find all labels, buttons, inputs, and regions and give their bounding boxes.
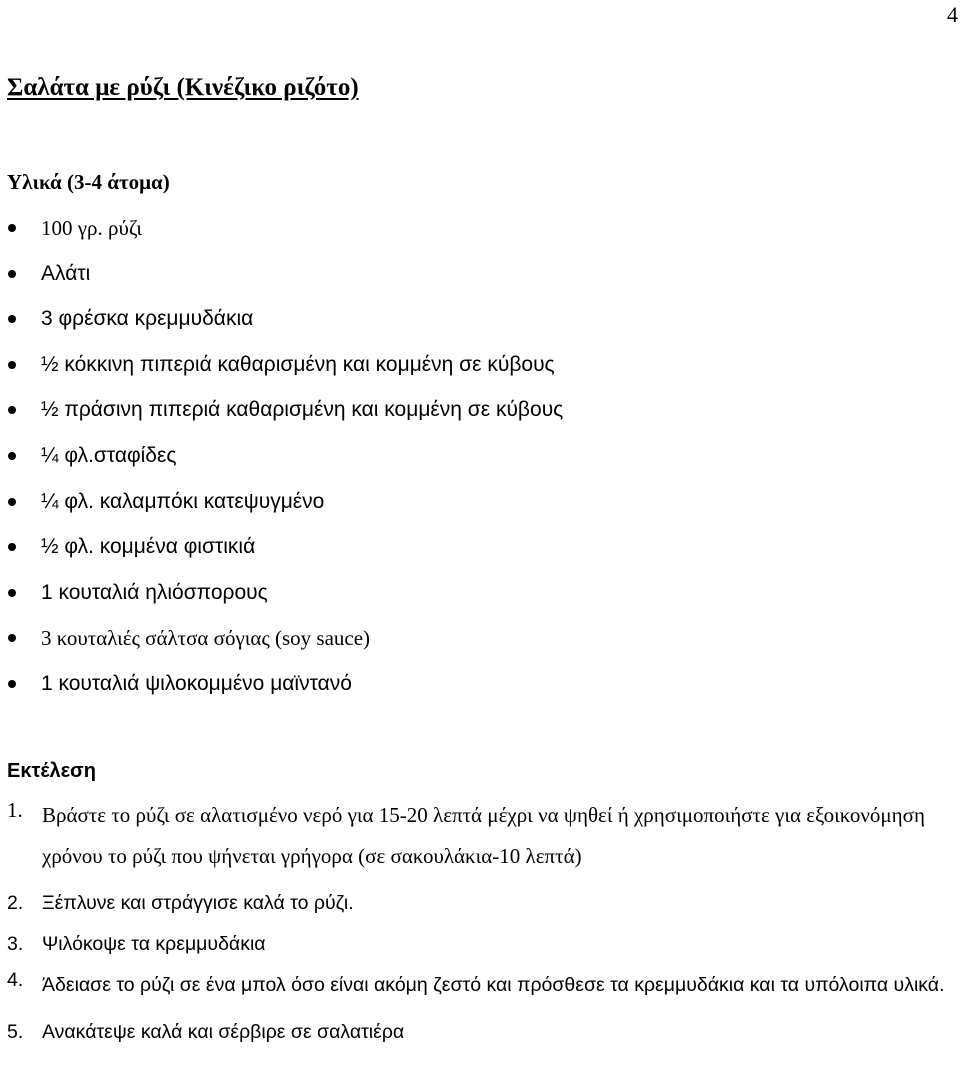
list-item [0, 623, 960, 669]
bullet-icon [8, 406, 16, 414]
ingredient-text: ½ κόκκινη πιπεριά καθαρισμένη και κομμένη σε κύβους [41, 352, 555, 376]
list-item [0, 259, 960, 305]
list-item [0, 1017, 960, 1047]
step-number: 5. [7, 1021, 24, 1043]
list-item [0, 888, 960, 918]
bullet-icon [8, 224, 16, 232]
ingredient-text: 1 κουταλιά ψιλοκομμένο μαϊντανό [41, 671, 352, 695]
list-item [0, 532, 960, 578]
bullet-icon [8, 270, 16, 278]
list-item [0, 395, 960, 441]
ingredient-list [0, 213, 960, 715]
bullet-icon [8, 315, 16, 323]
list-item [0, 965, 960, 1006]
list-item [0, 213, 960, 259]
list-item [0, 304, 960, 350]
step-text: Ξέπλυνε και στράγγισε καλά το ρύζι. [42, 892, 354, 914]
step-number: 3. [7, 933, 24, 955]
bullet-icon [8, 634, 16, 642]
ingredient-text: Αλάτι [41, 261, 91, 285]
step-number: 4. [7, 969, 24, 991]
ingredient-text: 100 γρ. ρύζι [41, 216, 142, 240]
method-steps [0, 800, 960, 1058]
list-item [0, 929, 960, 959]
ingredient-text: ¼ φλ. καλαμπόκι κατεψυγμένο [41, 489, 325, 513]
list-item [0, 487, 960, 533]
list-item [0, 578, 960, 624]
list-item [0, 441, 960, 487]
ingredient-text: 3 κουταλιές σάλτσα σόγιας (soy sauce) [41, 626, 371, 651]
bullet-icon [8, 589, 16, 597]
step-text: Ψιλόκοψε τα κρεμμυδάκια [42, 933, 266, 955]
ingredient-text: 1 κουταλιά ηλιόσπορους [41, 580, 268, 604]
step-text: Ανακάτεψε καλά και σέρβιρε σε σαλατιέρα [42, 1021, 405, 1043]
list-item [0, 669, 960, 715]
bullet-icon [8, 680, 16, 688]
recipe-title: Σαλάτα με ρύζι (Κινέζικο ριζότο) [7, 74, 359, 101]
ingredient-text: ½ πράσινη πιπεριά καθαρισμένη και κομμένη σε κύβους [41, 398, 564, 422]
step-text: Άδειασε το ρύζι σε ένα μπολ όσο είναι ακόμη ζεστό και πρόσθεσε τα κρεμμυδάκια και τα υπόλοιπα υλικά. [42, 974, 945, 996]
method-heading: Εκτέλεση [7, 760, 96, 782]
page-number: 4 [947, 2, 958, 27]
bullet-icon [8, 498, 16, 506]
bullet-icon [8, 452, 16, 460]
list-item [0, 350, 960, 396]
ingredient-text: ½ φλ. κομμένα φιστικιά [41, 535, 256, 559]
step-number: 2. [7, 892, 24, 914]
step-number: 1. [7, 798, 23, 822]
step-text: Βράστε το ρύζι σε αλατισμένο νερό για 15-20 λεπτά μέχρι να ψηθεί ή χρησιμοποιήστε για εξοικονόμηση χρόνου το ρύζι που ψήνεται γρήγορα (σε σακουλάκια-10 λεπτά) [42, 803, 925, 868]
ingredient-text: 3 φρέσκα κρεμμυδάκια [41, 307, 254, 331]
bullet-icon [8, 543, 16, 551]
bullet-icon [8, 361, 16, 369]
ingredients-heading: Υλικά (3-4 άτομα) [7, 170, 170, 194]
list-item [0, 795, 960, 877]
ingredient-text: ¼ φλ.σταφίδες [41, 443, 177, 467]
